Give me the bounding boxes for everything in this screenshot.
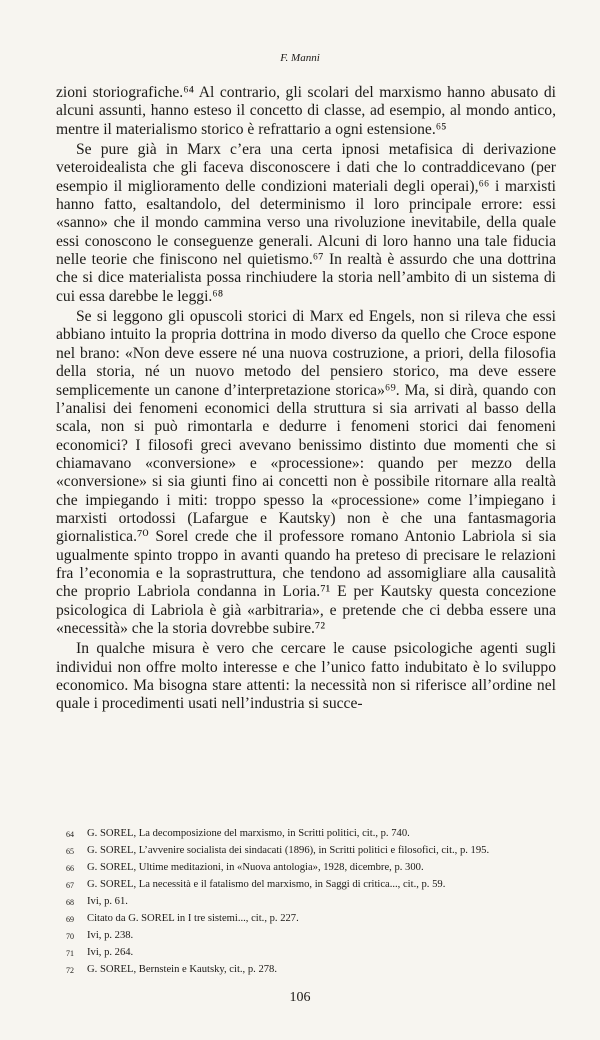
footnote-text: G. SOREL, Ultime meditazioni, in «Nuova antologia», 1928, dicembre, p. 300. — [87, 862, 424, 873]
footnote — [66, 877, 546, 894]
footnote — [66, 962, 546, 979]
footnote — [66, 826, 546, 843]
footnote-text: G. SOREL, Bernstein e Kautsky, cit., p. 278. — [87, 964, 277, 975]
footnote-text: Ivi, p. 264. — [87, 947, 134, 958]
footnote-number: 72 — [66, 966, 74, 975]
footnote-number: 70 — [66, 932, 74, 941]
page-number: 106 — [289, 990, 311, 1005]
footnote-text: G. SOREL, L’avvenire socialista dei sindacati (1896), in Scritti politici e filosofici, cit., p. 195. — [87, 845, 490, 856]
running-head: F. Manni — [280, 52, 320, 64]
footnote-text: Ivi, p. 238. — [87, 930, 134, 941]
footnote — [66, 928, 546, 945]
paragraph-3: Se si leggono gli opuscoli storici di Marx ed Engels, non si rileva che essi abbiano intuito la propria dottrina in modo diverso da quello che Croce espone nel brano: «Non deve essere né una nuova costruzione, a priori, della filosofia della storia, né un nuovo metodo del pensiero storico, ma deve essere semplicemente un canone d’interpretazione storica»⁶⁹. Ma, si dirà, quando con l’analisi dei fenomeni economici della struttura si sia arrivati al basso della scala, non si può rimontarla e dedurre i fenomeni storici dai fenomeni economici? I filosofi greci avevano benissimo distinto due momenti che si chiamavano «conversione» e «processione»: quando per mezzo della «conversione» si sia giunti fino ai concetti non è possibile ritornare alla realtà che impiegando i miti: troppo spesso la «processione» come l’impiegano i marxisti ortodossi (Lafargue e Kautsky) non è che una fantasmagoria giornalistica.⁷⁰ Sorel crede che il professore romano Antonio Labriola si sia ugualmente spinto troppo in avanti quando ha preteso di precisare le relazioni fra l’economia e la soprastruttura, che tendono ad assomigliare alla causalità che proprio Labriola condanna in Loria.⁷¹ E per Kautsky questa concezione psicologica di Labriola è già «arbitraria», e pretende che ci debba essere una «necessità» che la storia dovrebbe subire.⁷² — [56, 308, 556, 637]
footnote — [66, 843, 546, 860]
footnote-number: 69 — [66, 915, 74, 924]
paragraph-1: zioni storiografiche.⁶⁴ Al contrario, gli scolari del marxismo hanno abusato di alcuni assunti, hanno esteso il concetto di classe, ad esempio, al mondo antico, mentre il materialismo storico è refrattario a ogni estensione.⁶⁵ — [56, 84, 556, 138]
footnote-text: G. SOREL, La necessità e il fatalismo del marxismo, in Saggi di critica..., cit., p. 59. — [87, 879, 446, 890]
footnote-text: G. SOREL, La decomposizione del marxismo, in Scritti politici, cit., p. 740. — [87, 828, 410, 839]
body-text — [56, 84, 556, 714]
footnote — [66, 945, 546, 962]
footnotes — [66, 826, 546, 979]
footnote — [66, 911, 546, 928]
footnote — [66, 894, 546, 911]
footnote-text: Citato da G. SOREL in I tre sistemi..., cit., p. 227. — [87, 913, 299, 924]
paragraph-4: In qualche misura è vero che cercare le cause psicologiche agenti sugli individui non offre molto interesse e che l’unico fatto indubitato è lo sviluppo economico. Ma bisogna stare attenti: la necessità non si riferisce all’ordine nel quale i procedimenti usati nell’industria si succe- — [56, 640, 556, 713]
footnote-number: 64 — [66, 830, 74, 839]
footnote — [66, 860, 546, 877]
footnote-number: 71 — [66, 949, 74, 958]
footnote-number: 66 — [66, 864, 74, 873]
footnote-number: 65 — [66, 847, 74, 856]
footnote-number: 67 — [66, 881, 74, 890]
footnote-text: Ivi, p. 61. — [87, 896, 128, 907]
footnote-number: 68 — [66, 898, 74, 907]
paragraph-2: Se pure già in Marx c’era una certa ipnosi metafisica di derivazione veteroidealista che gli faceva disconoscere i dati che lo contraddicevano (per esempio il miglioramento delle condizioni materiali degli operai),⁶⁶ i marxisti hanno fatto, esaltandolo, del determinismo il loro principale errore: essi «sanno» che il mondo cammina verso una rivoluzione inevitabile, della quale essi conoscono le conseguenze generali. Alcuni di loro hanno una tale fiducia nelle teorie che finiscono nel quietismo.⁶⁷ In realtà è assurdo che una dottrina che si dice materialista possa rinchiudere la storia nell’ambito di un sistema di cui essa darebbe le leggi.⁶⁸ — [56, 141, 556, 305]
